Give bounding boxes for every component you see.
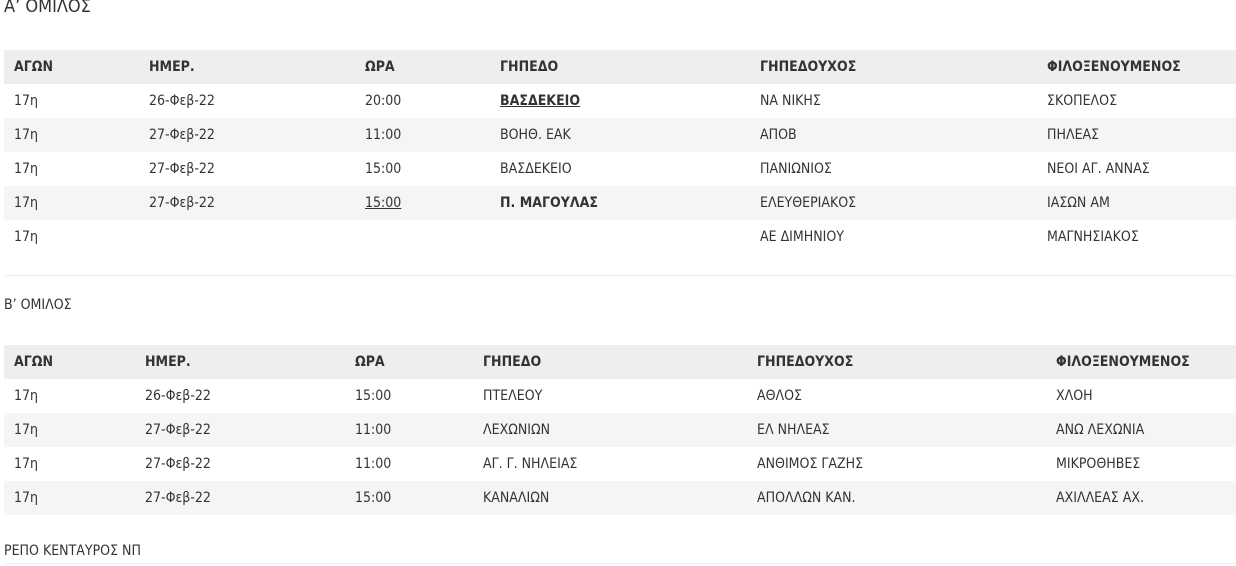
match-venue: ΠΤΕΛΕΟΥ <box>473 379 747 413</box>
bye-team-note: ΡΕΠΟ ΚΕΝΤΑΥΡΟΣ ΝΠ <box>4 543 141 559</box>
match-time: 11:00 <box>345 413 473 447</box>
header-match: ΑΓΩΝ <box>4 345 135 379</box>
match-date: 26-Φεβ-22 <box>139 84 355 118</box>
match-venue: ΛΕΧΩΝΙΩΝ <box>473 413 747 447</box>
header-time: ΩΡΑ <box>345 345 473 379</box>
match-time: 15:00 <box>345 481 473 515</box>
match-date: 27-Φεβ-22 <box>139 186 355 220</box>
match-time-link[interactable]: 15:00 <box>355 186 490 220</box>
match-time: 11:00 <box>355 118 490 152</box>
section-divider <box>4 275 1236 276</box>
table-row <box>4 481 1236 515</box>
header-home-team: ΓΗΠΕΔΟΥΧΟΣ <box>750 50 1037 84</box>
home-team: ΑΠΟΒ <box>750 118 1037 152</box>
table-row <box>4 152 1236 186</box>
match-date: 27-Φεβ-22 <box>135 481 345 515</box>
match-round: 17η <box>4 84 139 118</box>
away-team: ΜΙΚΡΟΘΗΒΕΣ <box>1046 447 1236 481</box>
away-team: ΣΚΟΠΕΛΟΣ <box>1037 84 1236 118</box>
home-team: ΕΛ ΝΗΛΕΑΣ <box>747 413 1046 447</box>
match-date: 27-Φεβ-22 <box>139 152 355 186</box>
table-row <box>4 447 1236 481</box>
table-header-row <box>4 345 1236 379</box>
group-a-title: Α’ ΟΜΙΛΟΣ <box>4 0 91 17</box>
match-round: 17η <box>4 220 139 254</box>
header-home-team: ΓΗΠΕΔΟΥΧΟΣ <box>747 345 1046 379</box>
group-b-title: Β’ ΟΜΙΛΟΣ <box>4 297 72 313</box>
match-venue-link[interactable]: ΒΑΣΔΕΚΕΙΟ <box>490 84 750 118</box>
match-time: 11:00 <box>345 447 473 481</box>
match-date: 26-Φεβ-22 <box>135 379 345 413</box>
table-row <box>4 118 1236 152</box>
header-venue: ΓΗΠΕΔΟ <box>473 345 747 379</box>
table-row <box>4 379 1236 413</box>
match-round: 17η <box>4 481 135 515</box>
match-round: 17η <box>4 447 135 481</box>
home-team: ΑΘΛΟΣ <box>747 379 1046 413</box>
home-team: ΑΠΟΛΛΩΝ ΚΑΝ. <box>747 481 1046 515</box>
match-time <box>355 220 490 254</box>
match-round: 17η <box>4 152 139 186</box>
match-venue: ΚΑΝΑΛΙΩΝ <box>473 481 747 515</box>
table-row <box>4 186 1236 220</box>
match-venue: ΒΑΣΔΕΚΕΙΟ <box>490 152 750 186</box>
match-date: 27-Φεβ-22 <box>135 413 345 447</box>
match-time: 20:00 <box>355 84 490 118</box>
away-team: ΜΑΓΝΗΣΙΑΚΟΣ <box>1037 220 1236 254</box>
header-date: ΗΜΕΡ. <box>139 50 355 84</box>
home-team: ΕΛΕΥΘΕΡΙΑΚΟΣ <box>750 186 1037 220</box>
group-a-table <box>4 50 1236 254</box>
away-team: ΠΗΛΕΑΣ <box>1037 118 1236 152</box>
header-venue: ΓΗΠΕΔΟ <box>490 50 750 84</box>
home-team: ΠΑΝΙΩΝΙΟΣ <box>750 152 1037 186</box>
header-time: ΩΡΑ <box>355 50 490 84</box>
match-venue: ΒΟΗΘ. ΕΑΚ <box>490 118 750 152</box>
match-time: 15:00 <box>355 152 490 186</box>
table-header-row <box>4 50 1236 84</box>
group-b-table <box>4 345 1236 515</box>
away-team: ΧΛΟΗ <box>1046 379 1236 413</box>
match-venue <box>490 220 750 254</box>
home-team: ΑΝΘΙΜΟΣ ΓΑΖΗΣ <box>747 447 1046 481</box>
match-round: 17η <box>4 118 139 152</box>
match-round: 17η <box>4 379 135 413</box>
match-time: 15:00 <box>345 379 473 413</box>
home-team: ΝΑ ΝΙΚΗΣ <box>750 84 1037 118</box>
away-team: ΑΧΙΛΛΕΑΣ ΑΧ. <box>1046 481 1236 515</box>
header-away-team: ΦΙΛΟΞΕΝΟΥΜΕΝΟΣ <box>1037 50 1236 84</box>
match-date: 27-Φεβ-22 <box>135 447 345 481</box>
match-venue: Π. ΜΑΓΟΥΛΑΣ <box>490 186 750 220</box>
header-away-team: ΦΙΛΟΞΕΝΟΥΜΕΝΟΣ <box>1046 345 1236 379</box>
table-row <box>4 220 1236 254</box>
away-team: ΙΑΣΩΝ ΑΜ <box>1037 186 1236 220</box>
match-round: 17η <box>4 413 135 447</box>
match-round: 17η <box>4 186 139 220</box>
header-match: ΑΓΩΝ <box>4 50 139 84</box>
home-team: ΑΕ ΔΙΜΗΝΙΟΥ <box>750 220 1037 254</box>
away-team: ΝΕΟΙ ΑΓ. ΑΝΝΑΣ <box>1037 152 1236 186</box>
match-date: 27-Φεβ-22 <box>139 118 355 152</box>
section-divider <box>4 563 1236 564</box>
away-team: ΑΝΩ ΛΕΧΩΝΙΑ <box>1046 413 1236 447</box>
table-row <box>4 84 1236 118</box>
match-venue: ΑΓ. Γ. ΝΗΛΕΙΑΣ <box>473 447 747 481</box>
match-date <box>139 220 355 254</box>
header-date: ΗΜΕΡ. <box>135 345 345 379</box>
table-row <box>4 413 1236 447</box>
